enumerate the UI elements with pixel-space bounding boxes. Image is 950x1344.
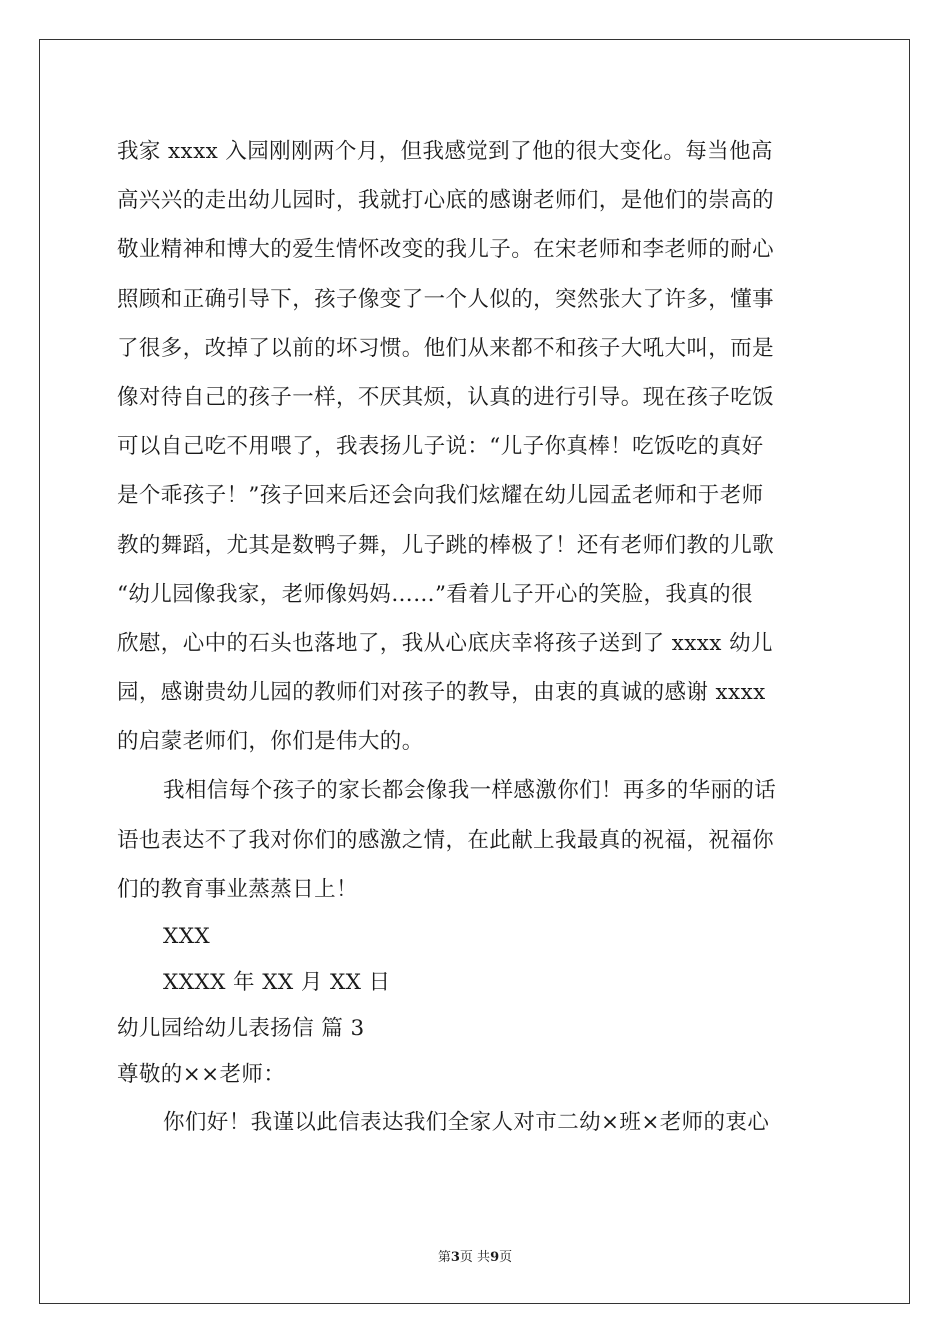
text-line: 了很多，改掉了以前的坏习惯。他们从来都不和孩子大吼大叫，而是 — [117, 335, 775, 361]
section-title: 幼儿园给幼儿表扬信 篇 3 — [117, 1016, 365, 1041]
text-line: 的启蒙老师们，你们是伟大的。 — [117, 729, 424, 755]
text-line: 可以自己吃不用喂了，我表扬儿子说：“儿子你真棒！吃饭吃的真好 — [117, 434, 764, 460]
paragraph-3-first-line: 你们好！我谨以此信表达我们全家人对市二幼×班×老师的衷心 — [163, 1110, 770, 1135]
footer-prefix: 第 — [437, 1250, 451, 1265]
text-line: 我家 xxxx 入园刚刚两个月，但我感觉到了他的很大变化。每当他高 — [117, 139, 773, 164]
text-line: 教的舞蹈，尤其是数鸭子舞，儿子跳的棒极了！还有老师们教的儿歌 — [117, 532, 775, 558]
current-page-number: 3 — [450, 1250, 460, 1265]
paragraph-1 — [117, 127, 837, 766]
text-line: 照顾和正确引导下，孩子像变了一个人似的，突然张大了许多，懂事 — [117, 286, 775, 312]
text-line: 园，感谢贵幼儿园的教师们对孩子的教导，由衷的真诚的感谢 xxxx — [117, 680, 766, 706]
text-line: “幼儿园像我家，老师像妈妈……”看着儿子开心的笑脸，我真的很 — [117, 581, 753, 607]
salutation: 尊敬的××老师： — [117, 1062, 286, 1087]
footer-middle: 页 共 — [459, 1250, 491, 1265]
text-line: 是个乖孩子！”孩子回来后还会向我们炫耀在幼儿园孟老师和于老师 — [117, 483, 764, 509]
text-line: 我相信每个孩子的家长都会像我一样感激你们！再多的华丽的话 — [163, 778, 777, 804]
paragraph-2 — [117, 766, 837, 914]
text-line: 欣慰，心中的石头也落地了，我从心底庆幸将孩子送到了 xxxx 幼儿 — [117, 630, 773, 656]
text-line: 敬业精神和博大的爱生情怀改变的我儿子。在宋老师和李老师的耐心 — [117, 237, 775, 263]
footer-suffix: 页 — [499, 1250, 513, 1265]
text-line: 高兴兴的走出幼儿园时，我就打心底的感谢老师们，是他们的崇高的 — [117, 188, 775, 214]
text-line: 们的教育事业蒸蒸日上！ — [117, 876, 358, 902]
signature: XXX — [163, 924, 211, 949]
text-line: 像对待自己的孩子一样，不厌其烦，认真的进行引导。现在孩子吃饭 — [117, 384, 775, 410]
text-line: 语也表达不了我对你们的感激之情，在此献上我最真的祝福，祝福你 — [117, 827, 775, 853]
letter-body — [117, 127, 837, 1147]
page-footer — [0, 1246, 950, 1265]
total-page-count: 9 — [490, 1250, 500, 1265]
letter-date: XXXX 年 XX 月 XX 日 — [163, 970, 391, 995]
